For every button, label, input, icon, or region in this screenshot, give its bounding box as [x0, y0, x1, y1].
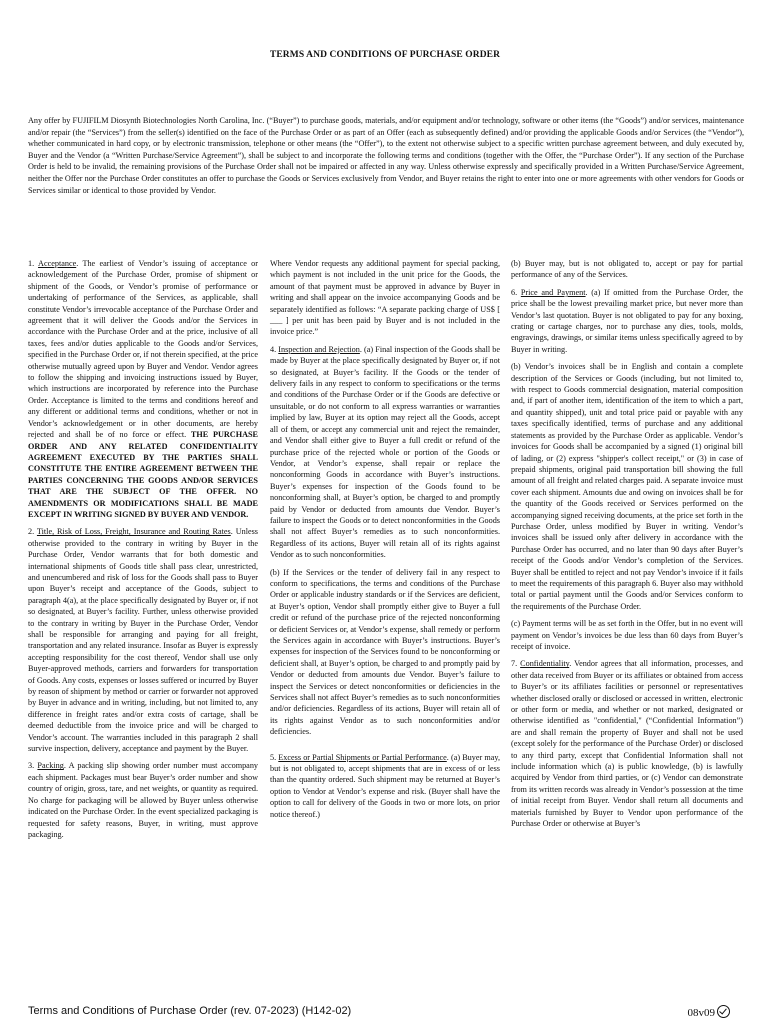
packing-charge-paragraph: Where Vendor requests any additional payment for special packing, which payment is not included in the unit price for the Goods, the amount of that payment must be approved in advance by Buyer in writing and shall appear on the invoice accompanying Goods and be separately identified as follows: “A separate packing charge of US$ [ ___ ] per unit has been paid by Buyer and is not included in the invoice price.”	[270, 259, 500, 337]
partial-performance-paragraph: (b) Buyer may, but is not obligated to, accept or pay for partial performance of any of the Services.	[511, 259, 743, 280]
section-heading: Price and Payment	[520, 287, 586, 297]
column-1	[28, 258, 258, 846]
section-title-risk: 2. Title, Risk of Loss, Freight, Insurance and Routing Rates. Unless otherwise provided to the contrary in writing by Buyer in the Purchase Order, Vendor warrants that for both domestic and international shipments of Goods title shall pass clear, unrestricted, and unencumbered and risk of loss for the Goods shall pass to Buyer upon Buyer’s receipt and acceptance of the Goods, subject to paragraph 4(a), at the place specifically designated by Buyer or, if not so designated, at Buyer’s facility. Further, unless otherwise provided to the contrary in writing by Buyer in the Purchase Order, Vendor shall be responsible for arranging and paying for all freight, transportation and any related insurance. Insofar as Buyer is expressly accepting responsibility for the cost thereof, Vendor shall use only Buyer-approved methods, carriers and forwarders for transportation of Goods. Any costs, expenses or losses suffered or incurred by Buyer by reason of shipment by method or carrier or forwarder not approved by Buyer in advance and in writing, including, but not limited to, any difference in freight rates and/or extra costs of cartage, shall be deemed deductible from the invoice price and will be charged to Vendor’s account. The warranties included in this paragraph 2 shall survive inspection, delivery, acceptance and payment by the Buyer.	[28, 527, 258, 754]
entire-agreement-clause: THE PURCHASE ORDER AND ANY RELATED CONFIDENTIALITY AGREEMENT EXECUTED BY THE PARTIES SHALL CONSTITUTE THE ENTIRE AGREEMENT BETWEEN THE PARTIES CONCERNING THE GOODS AND/OR SERVICES THAT ARE THE SUBJECT OF THE OFFER. NO AMENDMENTS OR MODIFICATIONS SHALL BE MADE EXCEPT IN WRITING SIGNED BY BUYER AND VENDOR.	[28, 430, 259, 519]
check-seal-icon	[717, 1005, 730, 1018]
document-title: TERMS AND CONDITIONS OF PURCHASE ORDER	[269, 50, 501, 60]
section-heading: Title, Risk of Loss, Freight, Insurance and Routing Rates	[36, 527, 231, 537]
section-inspection: 4. Inspection and Rejection. (a) Final inspection of the Goods shall be made by Buyer at the place specifically designated by Buyer or, if not so designated, at Buyer’s facility. If the Goods or the tender of delivery fails in any respect to conform to specifications or the terms and conditions of the Purchase Order or if the Goods are defective or unsuitable, or do not conform to all express warranties or warranties implied by law, Buyer at its option may reject all the Goods, accept all of them, or accept any commercial unit and reject the remainder, and Vendor shall either give to Buyer a full credit or refund of the purchase price of the rejected whole or portion of the Goods or Vendor, at Vendor’s expense, shall repair or replace the nonconforming Goods in accordance with Buyer’s instructions. Buyer’s expenses for inspection of the Goods found to be nonconforming shall, at Buyer’s option, be charged to and promptly paid by Vendor or deducted from amounts due Vendor. Buyer’s failure to inspect the Goods or to detect nonconformities in the Goods shall not affect Buyer’s remedies as to such nonconformities. Regardless of its actions, Buyer will retain all of its rights against Vendor as to such nonconformities.	[270, 344, 501, 560]
section-heading: Acceptance	[38, 259, 77, 268]
footer-page-code: 08v09	[688, 1005, 731, 1019]
section-heading: Excess or Partial Shipments or Partial Performance	[278, 752, 447, 762]
inspection-services-paragraph: (b) If the Services or the tender of delivery fail in any respect to conform to specifications, the terms and conditions of the Purchase Order or applicable industry standards or if the Services are deficient, at Buyer’s option, Vendor shall promptly either give to Buyer a full credit or refund of the purchase price of the rejected nonconforming or deficient Services or, at Vendor’s expense, shall remedy or perform the Services again in accordance with Buyer’s instructions. Buyer’s expenses for inspection of the Services found to be nonconforming or deficient shall, at Buyer’s option, be charged to and promptly paid by Vendor or deducted from amounts due Vendor. Buyer’s failure to inspect the Services or detect nonconformities or deficiencies in the Services shall not affect Buyer’s remedies as to such nonconformities and/or deficiencies. Regardless of its actions, Buyer will retain all of its rights against Vendor as to such nonconformities and/or deficiencies.	[270, 567, 500, 737]
footer-document-id: Terms and Conditions of Purchase Order (rev. 07-2023) (H142-02)	[28, 1005, 352, 1017]
section-heading: Inspection and Rejection	[278, 344, 360, 354]
section-heading: Packing	[37, 761, 64, 771]
section-packing: 3. Packing. A packing slip showing order number must accompany each shipment. Packages must bear Buyer’s order number and show country of origin, gross, tare, and net weights, or quantity as required. No charge for packaging will be allowed by Buyer unless otherwise indicated on the Purchase Order. In the event specialized packaging is requested for safety reasons, Buyer, in writing, must approve packaging.	[28, 761, 259, 839]
section-excess-shipments: 5. Excess or Partial Shipments or Partial Performance. (a) Buyer may, but is not obligated to, accept shipments that are in excess of or less than the quantity ordered. Such shipment may be returned at Buyer’s option to Vendor at Vendor’s expense and risk. (Buyer shall have the option to call for delivery of the Goods in two or more lots, on prior notice thereof.)	[270, 752, 500, 819]
column-2	[270, 258, 500, 826]
section-confidentiality: 7. Confidentiality. Vendor agrees that all information, processes, and other data received from Buyer or its affiliates or obtained from access to Buyer’s or its affiliates facilities or personnel or representatives whether disclosed orally or disclosed or accessed in written, electronic or other form or media, and whether or not marked, designated or otherwise identified as "confidential," (“Confidential Information”) are and shall remain the property of Buyer and shall not be used (except solely for the performance of the Purchase Order) or disclosed to any third party, except that Confidential Information shall not include information which (a) is public knowledge, (b) is lawfully acquired by Vendor from third parties, or (c) Vendor can demonstrate from its written records was already in Vendor’s possession at the time of initial receipt from Buyer. Vendor shall return all documents and materials furnished by Buyer to Vendor upon performance of the Purchase Order or otherwise at Buyer’s	[511, 659, 744, 829]
payment-terms-paragraph: (c) Payment terms will be as set forth in the Offer, but in no event will payment on Vendor’s invoices be due less than 60 days from Buyer’s receipt of invoice.	[511, 619, 743, 651]
intro-paragraph: Any offer by FUJIFILM Diosynth Biotechnologies North Carolina, Inc. (“Buyer”) to purchase goods, materials, and/or equipment and/or technology, software or other items (the “Goods”) and/or services, maintenance and/or repair (the “Services”) from the seller(s) identified on the face of the Purchase Order or as part of an Offer (each as subsequently defined) and/or providing the applicable Goods and/or Services (the “Vendor”), whether communicated in hard copy, or by electronic transmission, telephone or other means (the “Offer”), to the extent not otherwise subject to a specific written purchase agreement between, and duly executed by, Buyer and the Vendor (a “Written Purchase/Service Agreement”), shall be subject to and incorporate the following terms and conditions (together with the Offer, the “Purchase Order”). If any section of the Purchase Order is held to be invalid, the remaining provisions of the Purchase Order shall not be impaired or affected in any way. Unless otherwise expressly and specifically provided in a Written Purchase/Service Agreement, neither the Offer nor the Purchase Order constitutes an offer to purchase the Goods or Services exclusively from Vendor, and Buyer retains the right to enter into one or more agreements with other vendors for Goods or Services similar or identical to those provided by Vendor.	[28, 116, 744, 195]
section-acceptance: 1. Acceptance. The earliest of Vendor’s issuing of acceptance or acknowledgement of the Purchase Order, promise of shipment or shipment of the Goods, or Vendor’s promise of performance or undertaking of performance of the Services, as applicable, shall constitute Vendor’s irrevocable acceptance of the Purchase Order and agreement that it will deliver the Goods and/or the Services in accordance with the Purchase Order and at the price, inclusive of all taxes, fees and/or duties applicable to the Goods and/or Services, specified in the Purchase Order or, if not therein specified, at the price otherwise mutually agreed upon by Buyer and Vendor. Vendor agrees to follow the shipping and invoicing instructions issued by Buyer, which instructions are incorporated by reference into the Purchase Order. Acceptance is limited to the terms and conditions hereof and any different or additional terms and conditions, whether or not in Vendor’s acknowledgement or in other documents, are hereby rejected and shall be of no force or effect. THE PURCHASE ORDER AND ANY RELATED CONFIDENTIALITY AGREEMENT EXECUTED BY THE PARTIES SHALL CONSTITUTE THE ENTIRE AGREEMENT BETWEEN THE PARTIES CONCERNING THE GOODS AND/OR SERVICES THAT ARE THE SUBJECT OF THE OFFER. NO AMENDMENTS OR MODIFICATIONS SHALL BE MADE EXCEPT IN WRITING SIGNED BY BUYER AND VENDOR.	[28, 259, 259, 519]
column-3	[511, 258, 743, 836]
section-price-payment: 6. Price and Payment. (a) If omitted from the Purchase Order, the price shall be the lowest prevailing market price, but never more than Vendor’s last quotation. Buyer is not obligated to pay for any boxing, crating or cartage charges, nor to purchase any dies, tools, molds, engravings, drawings, or similar items unless specifically agreed to by Buyer in writing.	[511, 287, 744, 354]
invoices-paragraph: (b) Vendor’s invoices shall be in English and contain a complete description of the Services or Goods (including, but not limited to, with respect to Goods commercial designation, material composition and, if part of another item, identification of the item to which a part, and quantity shipped), unit and total price paid or payable with any taxes specifically identified, terms of purchase and any additional statements as provided by the Purchase Order as applicable. Vendor’s invoices for Goods shall be accompanied by a signed (1) original bill of lading, or (2) express "shipper's collect receipt," or (3) in case of prepaid shipments, original paid transportation bill showing the full amount of all freight and related charges paid. A separate invoice must cover each shipment. Amounts due and owing on invoices shall be for the quantity of the Goods received or Services performed on the accompanying signed receiving documents, at the price set forth in the Purchase Order, unless modified by Buyer in writing. Vendor’s invoices shall be issued only after delivery in accordance with the Purchase Order has occurred, and no later than 90 days after Buyer’s receipt of the Goods and/or Vendor’s completion of the Services. Buyer shall be entitled to reject and not pay Vendor’s invoice if it fails to meet the requirements of this paragraph 6. Buyer also may withhold total or partial payment until the Goods and/or Services conform to the requirements of the Purchase Order.	[511, 362, 743, 611]
section-heading: Confidentiality	[520, 659, 570, 669]
